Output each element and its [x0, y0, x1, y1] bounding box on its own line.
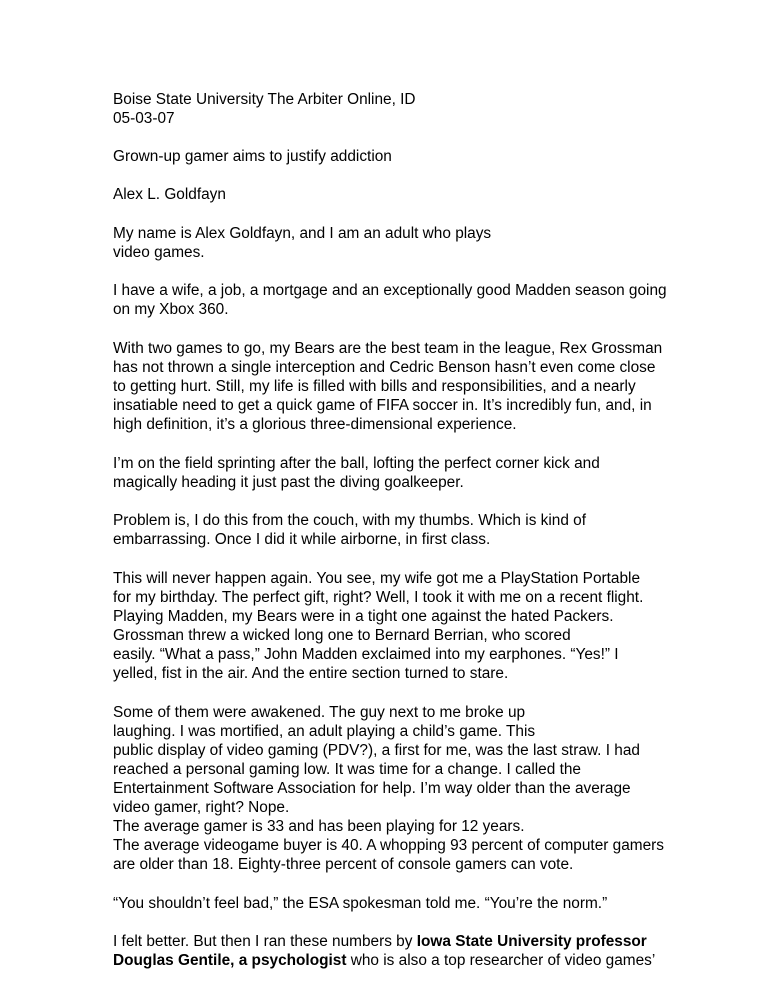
bold-text-run: Iowa State University professor — [416, 933, 647, 950]
paragraph-line: The average videogame buyer is 40. A whopping 93 percent of computer gamers — [113, 837, 664, 854]
text-run: who is also a top researcher of video games’ — [346, 952, 656, 969]
paragraph-line: I’m on the field sprinting after the ball, lofting the perfect corner kick and — [113, 455, 600, 472]
paragraph-line: I have a wife, a job, a mortgage and an exceptionally good Madden season going — [113, 282, 667, 299]
paragraph-line: Entertainment Software Association for help. I’m way older than the average — [113, 780, 631, 797]
paragraph-line: to getting hurt. Still, my life is filled with bills and responsibilities, and a nearly — [113, 378, 636, 395]
paragraph-line: insatiable need to get a quick game of FIFA soccer in. It’s incredibly fun, and, in — [113, 397, 652, 414]
paragraph-line: video games. — [113, 244, 205, 261]
paragraph-line: Some of them were awakened. The guy next to me broke up — [113, 704, 526, 721]
paragraph-line: Grossman threw a wicked long one to Bernard Berrian, who scored — [113, 627, 571, 644]
paragraph-line: video gamer, right? Nope. — [113, 799, 290, 816]
paragraph-line: The average gamer is 33 and has been playing for 12 years. — [113, 818, 525, 835]
paragraph-line: on my Xbox 360. — [113, 301, 229, 318]
paragraph-line: for my birthday. The perfect gift, right? Well, I took it with me on a recent flight. — [113, 589, 644, 606]
article-title: Grown-up gamer aims to justify addiction — [113, 148, 392, 165]
text-run: I felt better. But then I ran these numbers by — [113, 933, 417, 950]
paragraph-line: Problem is, I do this from the couch, with my thumbs. Which is kind of — [113, 512, 587, 529]
paragraph-line: has not thrown a single interception and Cedric Benson hasn’t even come close — [113, 359, 656, 376]
paragraph-line: laughing. I was mortified, an adult playing a child’s game. This — [113, 723, 536, 740]
source-line: Boise State University The Arbiter Online, ID — [113, 91, 416, 108]
paragraph-line: reached a personal gaming low. It was time for a change. I called the — [113, 761, 581, 778]
paragraph-line — [113, 932, 647, 951]
paragraph-line: public display of video gaming (PDV?), a first for me, was the last straw. I had — [113, 742, 640, 759]
paragraph-line: easily. “What a pass,” John Madden exclaimed into my earphones. “Yes!” I — [113, 646, 619, 663]
paragraph-line: My name is Alex Goldfayn, and I am an adult who plays — [113, 225, 492, 242]
paragraph-line: Playing Madden, my Bears were in a tight one against the hated Packers. — [113, 608, 614, 625]
paragraph-line: With two games to go, my Bears are the best team in the league, Rex Grossman — [113, 340, 663, 357]
paragraph-line — [113, 951, 655, 970]
paragraph-line: high definition, it’s a glorious three-dimensional experience. — [113, 416, 517, 433]
esa-quote: “You shouldn’t feel bad,” the ESA spokesman told me. “You’re the norm.” — [113, 895, 608, 912]
paragraph-line: embarrassing. Once I did it while airborne, in first class. — [113, 531, 491, 548]
paragraph-line: yelled, fist in the air. And the entire section turned to stare. — [113, 665, 509, 682]
bold-text-run: Douglas Gentile, a psychologist — [113, 952, 347, 969]
date-line: 05-03-07 — [113, 110, 175, 127]
paragraph-line: magically heading it just past the diving goalkeeper. — [113, 474, 464, 491]
article-author: Alex L. Goldfayn — [113, 186, 226, 203]
paragraph-line: This will never happen again. You see, my wife got me a PlayStation Portable — [113, 570, 641, 587]
paragraph-line: are older than 18. Eighty-three percent of console gamers can vote. — [113, 856, 574, 873]
